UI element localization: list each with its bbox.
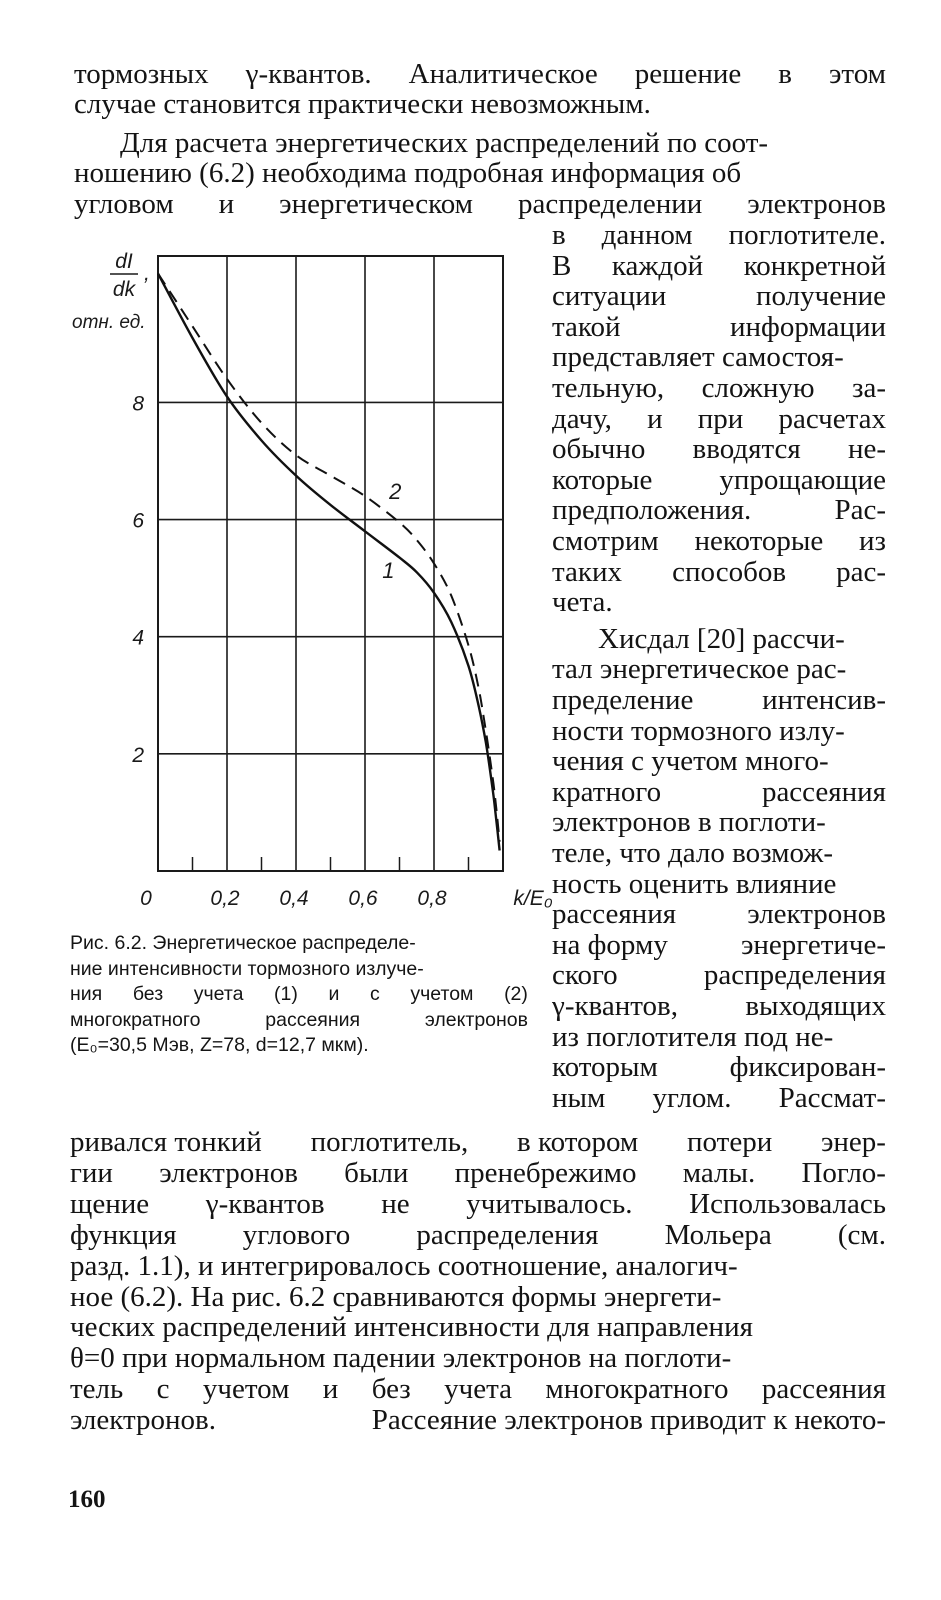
caption-word: многократного	[70, 1008, 201, 1031]
word: углом.	[652, 1081, 732, 1114]
word: данном	[601, 219, 693, 251]
word: фиксирован-	[729, 1051, 886, 1084]
text-line	[552, 219, 886, 251]
word: чения с учетом много-	[552, 745, 829, 778]
text-line	[70, 1404, 886, 1436]
word: в	[552, 219, 566, 251]
text-line	[552, 776, 886, 808]
chart-labels	[72, 250, 553, 910]
word: рассеяния	[552, 898, 677, 931]
caption-word: электронов	[424, 1008, 528, 1031]
text-line	[70, 1126, 886, 1158]
word: γ-квантов,	[552, 990, 678, 1022]
word: Использовалась	[689, 1187, 886, 1220]
word: поглотитель,	[310, 1126, 469, 1158]
word: Мольера	[664, 1218, 772, 1251]
chart-ticks	[193, 857, 469, 871]
text-line	[552, 525, 886, 557]
text-line	[552, 898, 886, 930]
word: ношению (6.2) необходима подробная информация об	[74, 157, 742, 189]
text-line	[552, 1021, 886, 1053]
word: распределении	[518, 188, 703, 220]
word: ситуации	[552, 280, 667, 313]
word: распределения	[416, 1218, 599, 1251]
chart-grid	[158, 256, 503, 871]
caption-word: и	[328, 983, 340, 1005]
x-axis-label: k/E₀	[513, 887, 553, 910]
word: Рассеяние электронов приводит к некото-	[371, 1404, 886, 1437]
word: ным	[552, 1081, 606, 1114]
text-line	[552, 959, 886, 991]
text-line	[552, 280, 886, 312]
word: и	[322, 1373, 339, 1406]
word: углового	[242, 1218, 351, 1251]
text-line	[74, 188, 886, 220]
caption-word: учета	[193, 983, 244, 1005]
word: тельную,	[552, 372, 665, 404]
text-line	[552, 806, 886, 838]
word: которым	[552, 1051, 658, 1084]
text-line	[552, 653, 886, 685]
text-line	[552, 684, 886, 716]
series-2-label: 2	[389, 479, 402, 505]
text-line	[552, 433, 886, 465]
word: Аналитическое	[408, 58, 598, 90]
word: упрощающие	[719, 463, 886, 496]
word: обычно	[552, 433, 646, 466]
text-line	[552, 556, 886, 588]
word: выходящих	[745, 990, 886, 1022]
caption-word: без	[132, 983, 164, 1005]
figure-6-2-chart	[66, 240, 553, 920]
word: на форму	[552, 928, 668, 961]
y-axis-units: отн. ед.	[72, 312, 146, 333]
text-line	[552, 341, 886, 373]
word: распределения	[703, 959, 886, 992]
caption-word: ния	[70, 983, 103, 1005]
text-line	[552, 250, 886, 282]
page-number: 160	[68, 1486, 106, 1513]
word: чета.	[552, 586, 613, 619]
word: ского	[552, 959, 618, 992]
word: Для расчета энергетических распределений по соот-	[120, 127, 769, 159]
word: решение	[634, 58, 742, 90]
y-tick-label: 6	[132, 509, 144, 533]
caption-word: Рис. 6.2. Энергетическое распределе-	[70, 932, 416, 954]
word: гии	[70, 1156, 113, 1189]
word: с	[156, 1373, 170, 1406]
text-line	[552, 929, 886, 961]
word: электронов	[159, 1156, 298, 1189]
word: поглотителе.	[728, 219, 886, 251]
word: представляет самостоя-	[552, 341, 844, 374]
chart-series	[158, 274, 500, 851]
text-line	[74, 58, 886, 90]
word: малы.	[682, 1156, 756, 1189]
word: предположения.	[552, 494, 752, 527]
word: γ-квантов	[205, 1187, 325, 1220]
word: расчетах	[778, 402, 886, 435]
word: способов	[672, 555, 787, 588]
word: вводятся	[692, 433, 801, 466]
word: каждой	[611, 249, 704, 282]
word: теле, что дало возмож-	[552, 837, 833, 869]
word: получение	[756, 280, 886, 313]
caption-word: (2)	[504, 983, 528, 1005]
text-line	[552, 1051, 886, 1083]
word: потери	[687, 1126, 773, 1158]
text-line	[74, 88, 886, 120]
word: электронов в поглоти-	[552, 806, 826, 839]
word: Хисдал [20] рассчи-	[598, 622, 845, 655]
text-line	[70, 1373, 886, 1405]
series-1-curve	[158, 274, 500, 851]
text-line	[552, 403, 886, 435]
x-tick-label: 0,6	[348, 887, 378, 910]
word: в котором	[517, 1126, 639, 1158]
word: учитывалось.	[466, 1187, 633, 1220]
text-line	[70, 1342, 886, 1374]
caption-word: (1)	[274, 983, 298, 1005]
caption-word: учетом	[410, 983, 474, 1005]
word: информации	[730, 310, 886, 343]
word: энергетическом	[279, 188, 474, 220]
word: таких	[552, 555, 623, 588]
x-tick-label: 0,8	[417, 887, 447, 910]
word: разд. 1.1), и интегрировалось соотношение, аналогич-	[70, 1249, 738, 1282]
y-axis-label-denominator: dk	[112, 278, 136, 301]
y-tick-label: 2	[132, 743, 144, 767]
word: не	[381, 1187, 410, 1220]
caption-word: ние интенсивности тормозного излуче-	[70, 957, 424, 980]
word: из поглотителя под не-	[552, 1020, 834, 1053]
word: которые	[552, 463, 653, 496]
x-tick-label: 0	[140, 887, 152, 910]
caption-line	[70, 958, 528, 981]
caption-line	[70, 983, 528, 1006]
word: энергетиче-	[740, 928, 886, 961]
word: электронов.	[70, 1404, 216, 1437]
text-line	[552, 586, 886, 618]
word: такой	[552, 310, 621, 343]
word: рас-	[836, 555, 886, 588]
text-line	[552, 1082, 886, 1114]
word: щение	[70, 1187, 150, 1220]
series-2-curve	[158, 274, 500, 842]
word: были	[344, 1156, 409, 1189]
word: при	[697, 402, 744, 435]
word: θ=0 при нормальном падении электронов на поглоти-	[70, 1342, 732, 1375]
word: угловом	[74, 188, 174, 220]
word: не-	[847, 433, 886, 466]
text-line	[552, 494, 886, 526]
x-tick-label: 0,4	[279, 887, 309, 910]
word: в	[778, 58, 792, 90]
text-line	[552, 372, 886, 404]
text-line	[552, 715, 886, 747]
word: учета	[444, 1373, 512, 1406]
word: тормозных	[74, 58, 209, 90]
word: учетом	[202, 1373, 290, 1406]
word: случае становится практически невозможным.	[74, 88, 651, 120]
caption-word: рассеяния	[265, 1008, 361, 1031]
x-tick-label: 0,2	[210, 887, 240, 910]
caption-word: (E₀=30,5 Мэв, Z=78, d=12,7 мкм).	[70, 1034, 369, 1056]
text-line	[70, 1311, 886, 1343]
y-tick-label: 8	[132, 392, 144, 416]
text-line	[70, 1281, 886, 1313]
word: электронов	[747, 188, 886, 220]
text-line	[70, 1219, 886, 1251]
word: и	[218, 188, 235, 220]
text-line	[552, 990, 886, 1022]
word: В	[552, 249, 572, 282]
text-line	[74, 157, 886, 189]
word: смотрим	[552, 525, 659, 557]
text-line	[552, 745, 886, 777]
word: и	[647, 402, 663, 435]
caption-word: с	[370, 983, 380, 1005]
word: сложную	[701, 372, 815, 404]
text-line	[552, 868, 886, 900]
word: рассеяния	[761, 775, 886, 808]
text-line	[70, 1157, 886, 1189]
y-tick-label: 4	[132, 626, 144, 650]
series-1-label: 1	[382, 558, 395, 584]
word: энер-	[820, 1126, 886, 1158]
y-axis-label-numerator: dI	[115, 250, 133, 273]
word: ность оценить влияние	[552, 867, 837, 900]
word: ное (6.2). На рис. 6.2 сравниваются формы энергети-	[70, 1280, 722, 1313]
word: (см.	[837, 1218, 886, 1251]
text-line	[552, 311, 886, 343]
y-axis-label-comma: ,	[144, 262, 150, 285]
word: из	[859, 525, 886, 557]
text-line	[552, 464, 886, 496]
text-line	[120, 127, 886, 159]
word: ности тормозного излу-	[552, 714, 845, 747]
word: электронов	[747, 898, 886, 931]
word: ривался тонкий	[70, 1126, 262, 1158]
word: функция	[70, 1218, 177, 1251]
word: за-	[852, 372, 886, 404]
word: пренебрежимо	[454, 1156, 637, 1189]
word: рассеяния	[761, 1373, 886, 1406]
plot-frame	[158, 256, 503, 871]
word: пределение	[552, 684, 694, 716]
word: без	[371, 1373, 411, 1406]
text-line	[598, 623, 886, 655]
word: некоторые	[694, 525, 824, 557]
word: Рассмат-	[778, 1081, 886, 1114]
text-line	[552, 837, 886, 869]
caption-line	[70, 932, 528, 955]
word: многократного	[545, 1373, 729, 1406]
word: Рас-	[834, 494, 886, 527]
word: тал энергетическое рас-	[552, 653, 847, 686]
caption-line	[70, 1009, 528, 1032]
word: γ-квантов.	[245, 58, 372, 90]
word: тель	[70, 1373, 124, 1406]
word: ческих распределений интенсивности для направления	[70, 1311, 753, 1344]
word: дачу,	[552, 402, 612, 435]
word: интенсив-	[762, 684, 886, 716]
caption-line	[70, 1034, 528, 1057]
word: Погло-	[801, 1156, 886, 1189]
word: кратного	[552, 775, 662, 808]
word: конкретной	[743, 249, 886, 282]
text-line	[70, 1188, 886, 1220]
word: этом	[828, 58, 886, 90]
text-line	[70, 1250, 886, 1282]
